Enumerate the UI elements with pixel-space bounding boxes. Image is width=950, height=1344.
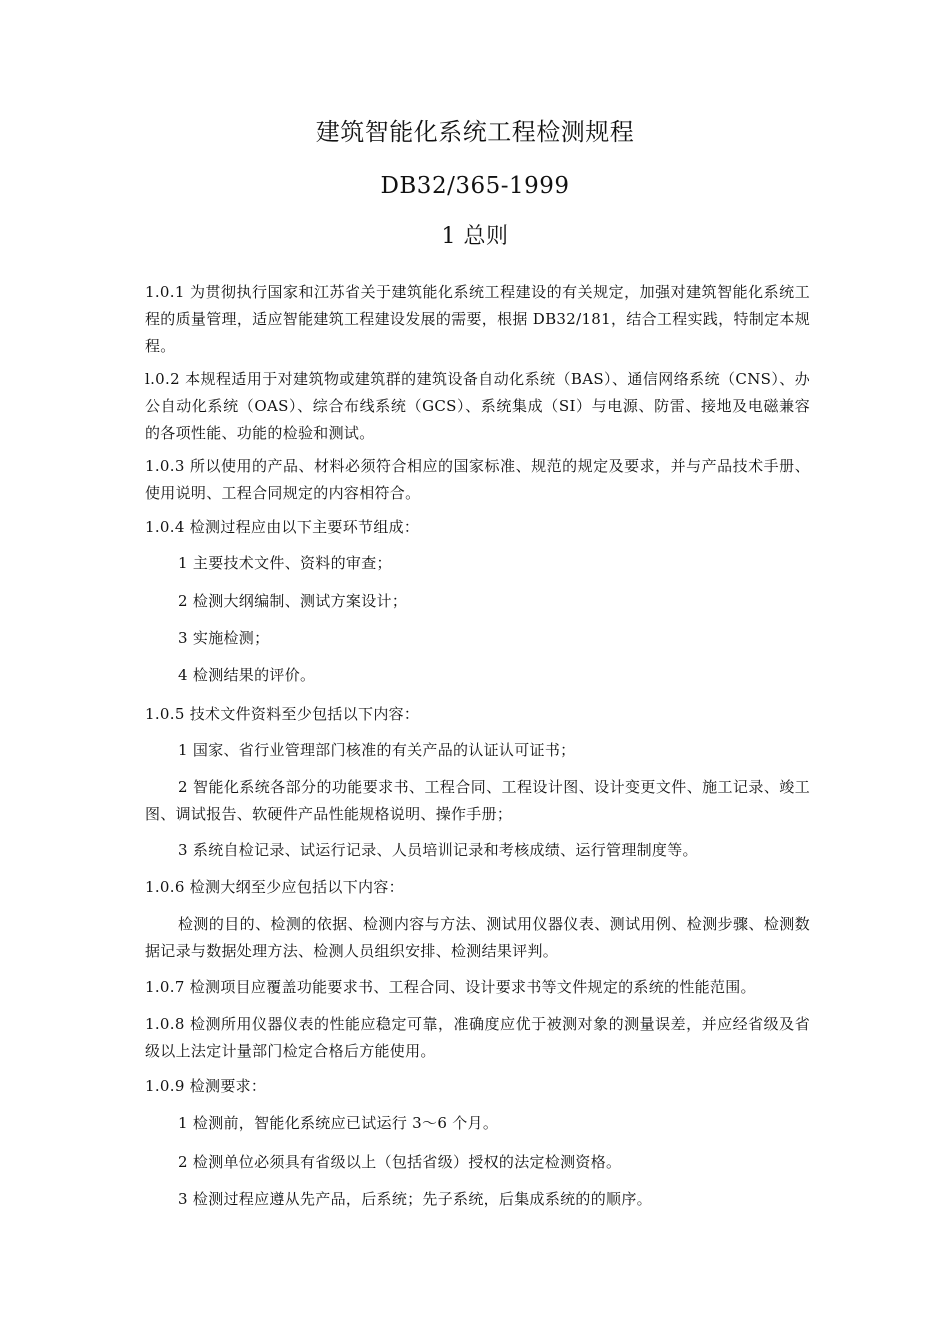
clause-1-0-9-item: 3 检测过程应遵从先产品，后系统；先子系统，后集成系统的的顺序。 (178, 1190, 652, 1208)
clause-1-0-5: 1.0.5 技术文件资料至少包括以下内容： (145, 705, 420, 723)
clause-1-0-2: l.0.2 本规程适用于对建筑物或建筑群的建筑设备自动化系统（BAS）、通信网络系统（CNS）、办公自动化系统（OAS）、综合布线系统（GCS）、系统集成（SI）与电源、防雷、接地及电磁兼容的各项性能、功能的检验和测试。 (145, 370, 810, 442)
clause-1-0-9: 1.0.9 检测要求： (145, 1077, 267, 1095)
clause-1-0-3: 1.0.3 所以使用的产品、材料必须符合相应的国家标准、规范的规定及要求，并与产品技术手册、使用说明、工程合同规定的内容相符合。 (145, 457, 810, 502)
clause-1-0-6-text: 检测的目的、检测的依据、检测内容与方法、测试用仪器仪表、测试用例、检测步骤、检测数据记录与数据处理方法、检测人员组织安排、检测结果评判。 (145, 915, 810, 960)
clause-1-0-5-item: 3 系统自检记录、试运行记录、人员培训记录和考核成绩、运行管理制度等。 (178, 841, 698, 859)
clause-1-0-4: 1.0.4 检测过程应由以下主要环节组成： (145, 518, 420, 536)
clause-1-0-8: 1.0.8 检测所用仪器仪表的性能应稳定可靠，准确度应优于被测对象的测量误差，并应经省级及省级以上法定计量部门检定合格后方能使用。 (145, 1015, 810, 1060)
clause-1-0-4-item: 1 主要技术文件、资料的审查； (178, 554, 392, 572)
clause-1-0-4-item: 3 实施检测； (178, 629, 270, 647)
clause-1-0-1: 1.0.1 为贯彻执行国家和江苏省关于建筑能化系统工程建设的有关规定，加强对建筑智能化系统工程的质量管理，适应智能建筑工程建设发展的需要，根据 DB32/181，结合工程实践，特制定本规程。 (145, 283, 810, 355)
clause-1-0-4-item: 4 检测结果的评价。 (178, 666, 316, 684)
clause-1-0-5-item: 1 国家、省行业管理部门核准的有关产品的认证认可证书； (178, 741, 576, 759)
clause-1-0-6: 1.0.6 检测大纲至少应包括以下内容： (145, 878, 404, 896)
document-title: 建筑智能化系统工程检测规程 (315, 118, 635, 146)
chapter-heading: 1 总则 (441, 224, 509, 249)
clause-1-0-9-item: 1 检测前，智能化系统应已试运行 3～6 个月。 (178, 1114, 499, 1132)
clause-1-0-4-item: 2 检测大纲编制、测试方案设计； (178, 592, 408, 610)
clause-1-0-9-item: 2 检测单位必须具有省级以上（包括省级）授权的法定检测资格。 (178, 1153, 622, 1171)
document-code: DB32/365-1999 (380, 173, 570, 199)
clause-1-0-5-item: 2 智能化系统各部分的功能要求书、工程合同、工程设计图、设计变更文件、施工记录、竣工图、调试报告、软硬件产品性能规格说明、操作手册； (145, 778, 810, 823)
clause-1-0-7: 1.0.7 检测项目应覆盖功能要求书、工程合同、设计要求书等文件规定的系统的性能范围。 (145, 978, 756, 996)
